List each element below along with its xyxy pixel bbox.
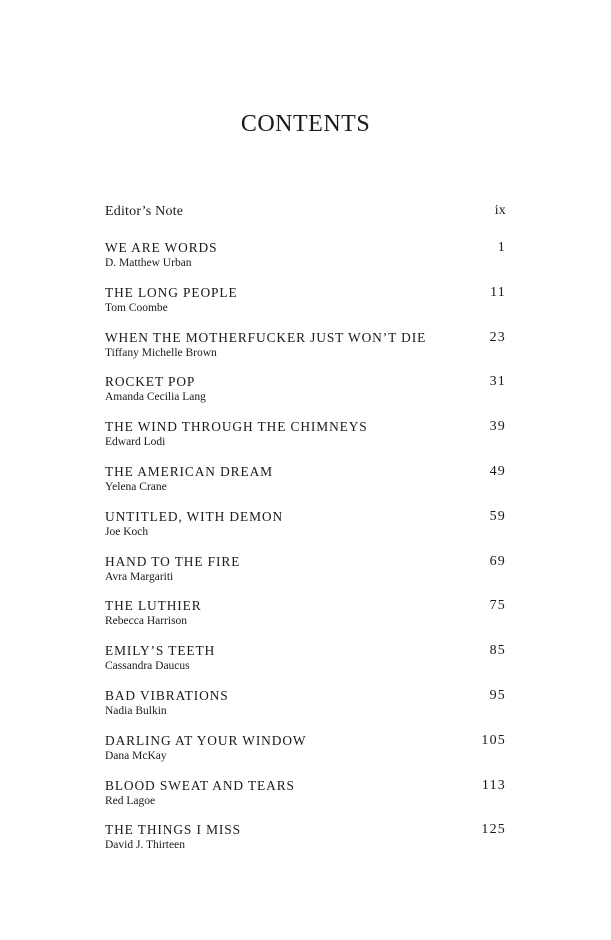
toc-entry-page-number: 59 bbox=[489, 508, 506, 524]
toc-entry bbox=[105, 374, 506, 419]
toc-entry-title: Editor’s Note bbox=[105, 204, 184, 219]
toc-entry bbox=[105, 778, 506, 823]
toc-entry-author: Rebecca Harrison bbox=[105, 615, 188, 628]
page-title: CONTENTS bbox=[240, 111, 371, 137]
toc-entry-page-number: 75 bbox=[489, 598, 506, 614]
toc-entry-title: ROCKET POP bbox=[105, 374, 196, 390]
toc-entry-page-number: 49 bbox=[489, 463, 506, 479]
toc-entry-page-number: ix bbox=[494, 203, 506, 218]
toc-entry-author: David J. Thirteen bbox=[105, 839, 185, 852]
toc-entry-title: BAD VIBRATIONS bbox=[105, 687, 229, 703]
toc-entry-title: THE LUTHIER bbox=[105, 598, 202, 614]
toc-entry bbox=[105, 643, 506, 688]
toc-entry-title: THE AMERICAN DREAM bbox=[105, 463, 273, 479]
toc-entry-title: DARLING AT YOUR WINDOW bbox=[105, 732, 307, 748]
toc-entry-title: UNTITLED, WITH DEMON bbox=[105, 508, 284, 524]
toc-entry-author: Tiffany Michelle Brown bbox=[105, 346, 217, 359]
toc-entry bbox=[105, 509, 506, 554]
toc-entry-editors-note bbox=[105, 202, 506, 240]
table-of-contents bbox=[105, 202, 506, 867]
toc-entry-author: Tom Coombe bbox=[105, 301, 168, 314]
toc-entry-author: Nadia Bulkin bbox=[105, 704, 167, 717]
toc-entry-author: Joe Koch bbox=[105, 525, 149, 538]
toc-entry-page-number: 1 bbox=[497, 240, 506, 255]
toc-entry-author: Red Lagoe bbox=[105, 794, 156, 807]
toc-entry-page-number: 69 bbox=[489, 553, 506, 569]
toc-entry-title: WHEN THE MOTHERFUCKER JUST WON’T DIE bbox=[105, 329, 427, 345]
toc-entry-title: THE WIND THROUGH THE CHIMNEYS bbox=[105, 419, 368, 435]
toc-entry bbox=[105, 419, 506, 464]
toc-entry-author: Amanda Cecilia Lang bbox=[105, 391, 206, 404]
toc-entry bbox=[105, 554, 506, 599]
toc-entry bbox=[105, 598, 506, 643]
toc-entry-author: Dana McKay bbox=[105, 749, 167, 762]
toc-entry-title: BLOOD SWEAT AND TEARS bbox=[105, 777, 295, 793]
toc-entry-page-number: 85 bbox=[489, 643, 506, 659]
toc-entry-author: Avra Margariti bbox=[105, 570, 174, 583]
toc-entry-author: D. Matthew Urban bbox=[105, 257, 192, 269]
toc-entry bbox=[105, 285, 506, 330]
toc-entry-author: Edward Lodi bbox=[105, 436, 166, 449]
toc-entry-page-number: 31 bbox=[489, 374, 506, 390]
toc-entry-title: THE THINGS I MISS bbox=[105, 822, 241, 838]
toc-entry bbox=[105, 733, 506, 778]
toc-entry-page-number: 11 bbox=[490, 284, 506, 300]
toc-entry-page-number: 95 bbox=[489, 687, 506, 703]
toc-entry bbox=[105, 464, 506, 509]
toc-entry-page-number: 105 bbox=[481, 732, 506, 748]
toc-entry-page-number: 39 bbox=[489, 419, 506, 435]
toc-entry-title: THE LONG PEOPLE bbox=[105, 284, 238, 300]
toc-entry bbox=[105, 330, 506, 375]
toc-entry bbox=[105, 822, 506, 867]
toc-entry-page-number: 125 bbox=[481, 822, 506, 838]
toc-entry-title: EMILY’S TEETH bbox=[105, 643, 216, 659]
toc-entry-author: Cassandra Daucus bbox=[105, 660, 190, 673]
toc-entry-page-number: 23 bbox=[489, 329, 506, 345]
toc-entry bbox=[105, 688, 506, 733]
toc-entry-author: Yelena Crane bbox=[105, 480, 167, 493]
toc-entry-page-number: 113 bbox=[481, 777, 506, 793]
toc-entry-title: WE ARE WORDS bbox=[105, 240, 218, 255]
toc-entry-title: HAND TO THE FIRE bbox=[105, 553, 241, 569]
toc-entry bbox=[105, 240, 506, 285]
